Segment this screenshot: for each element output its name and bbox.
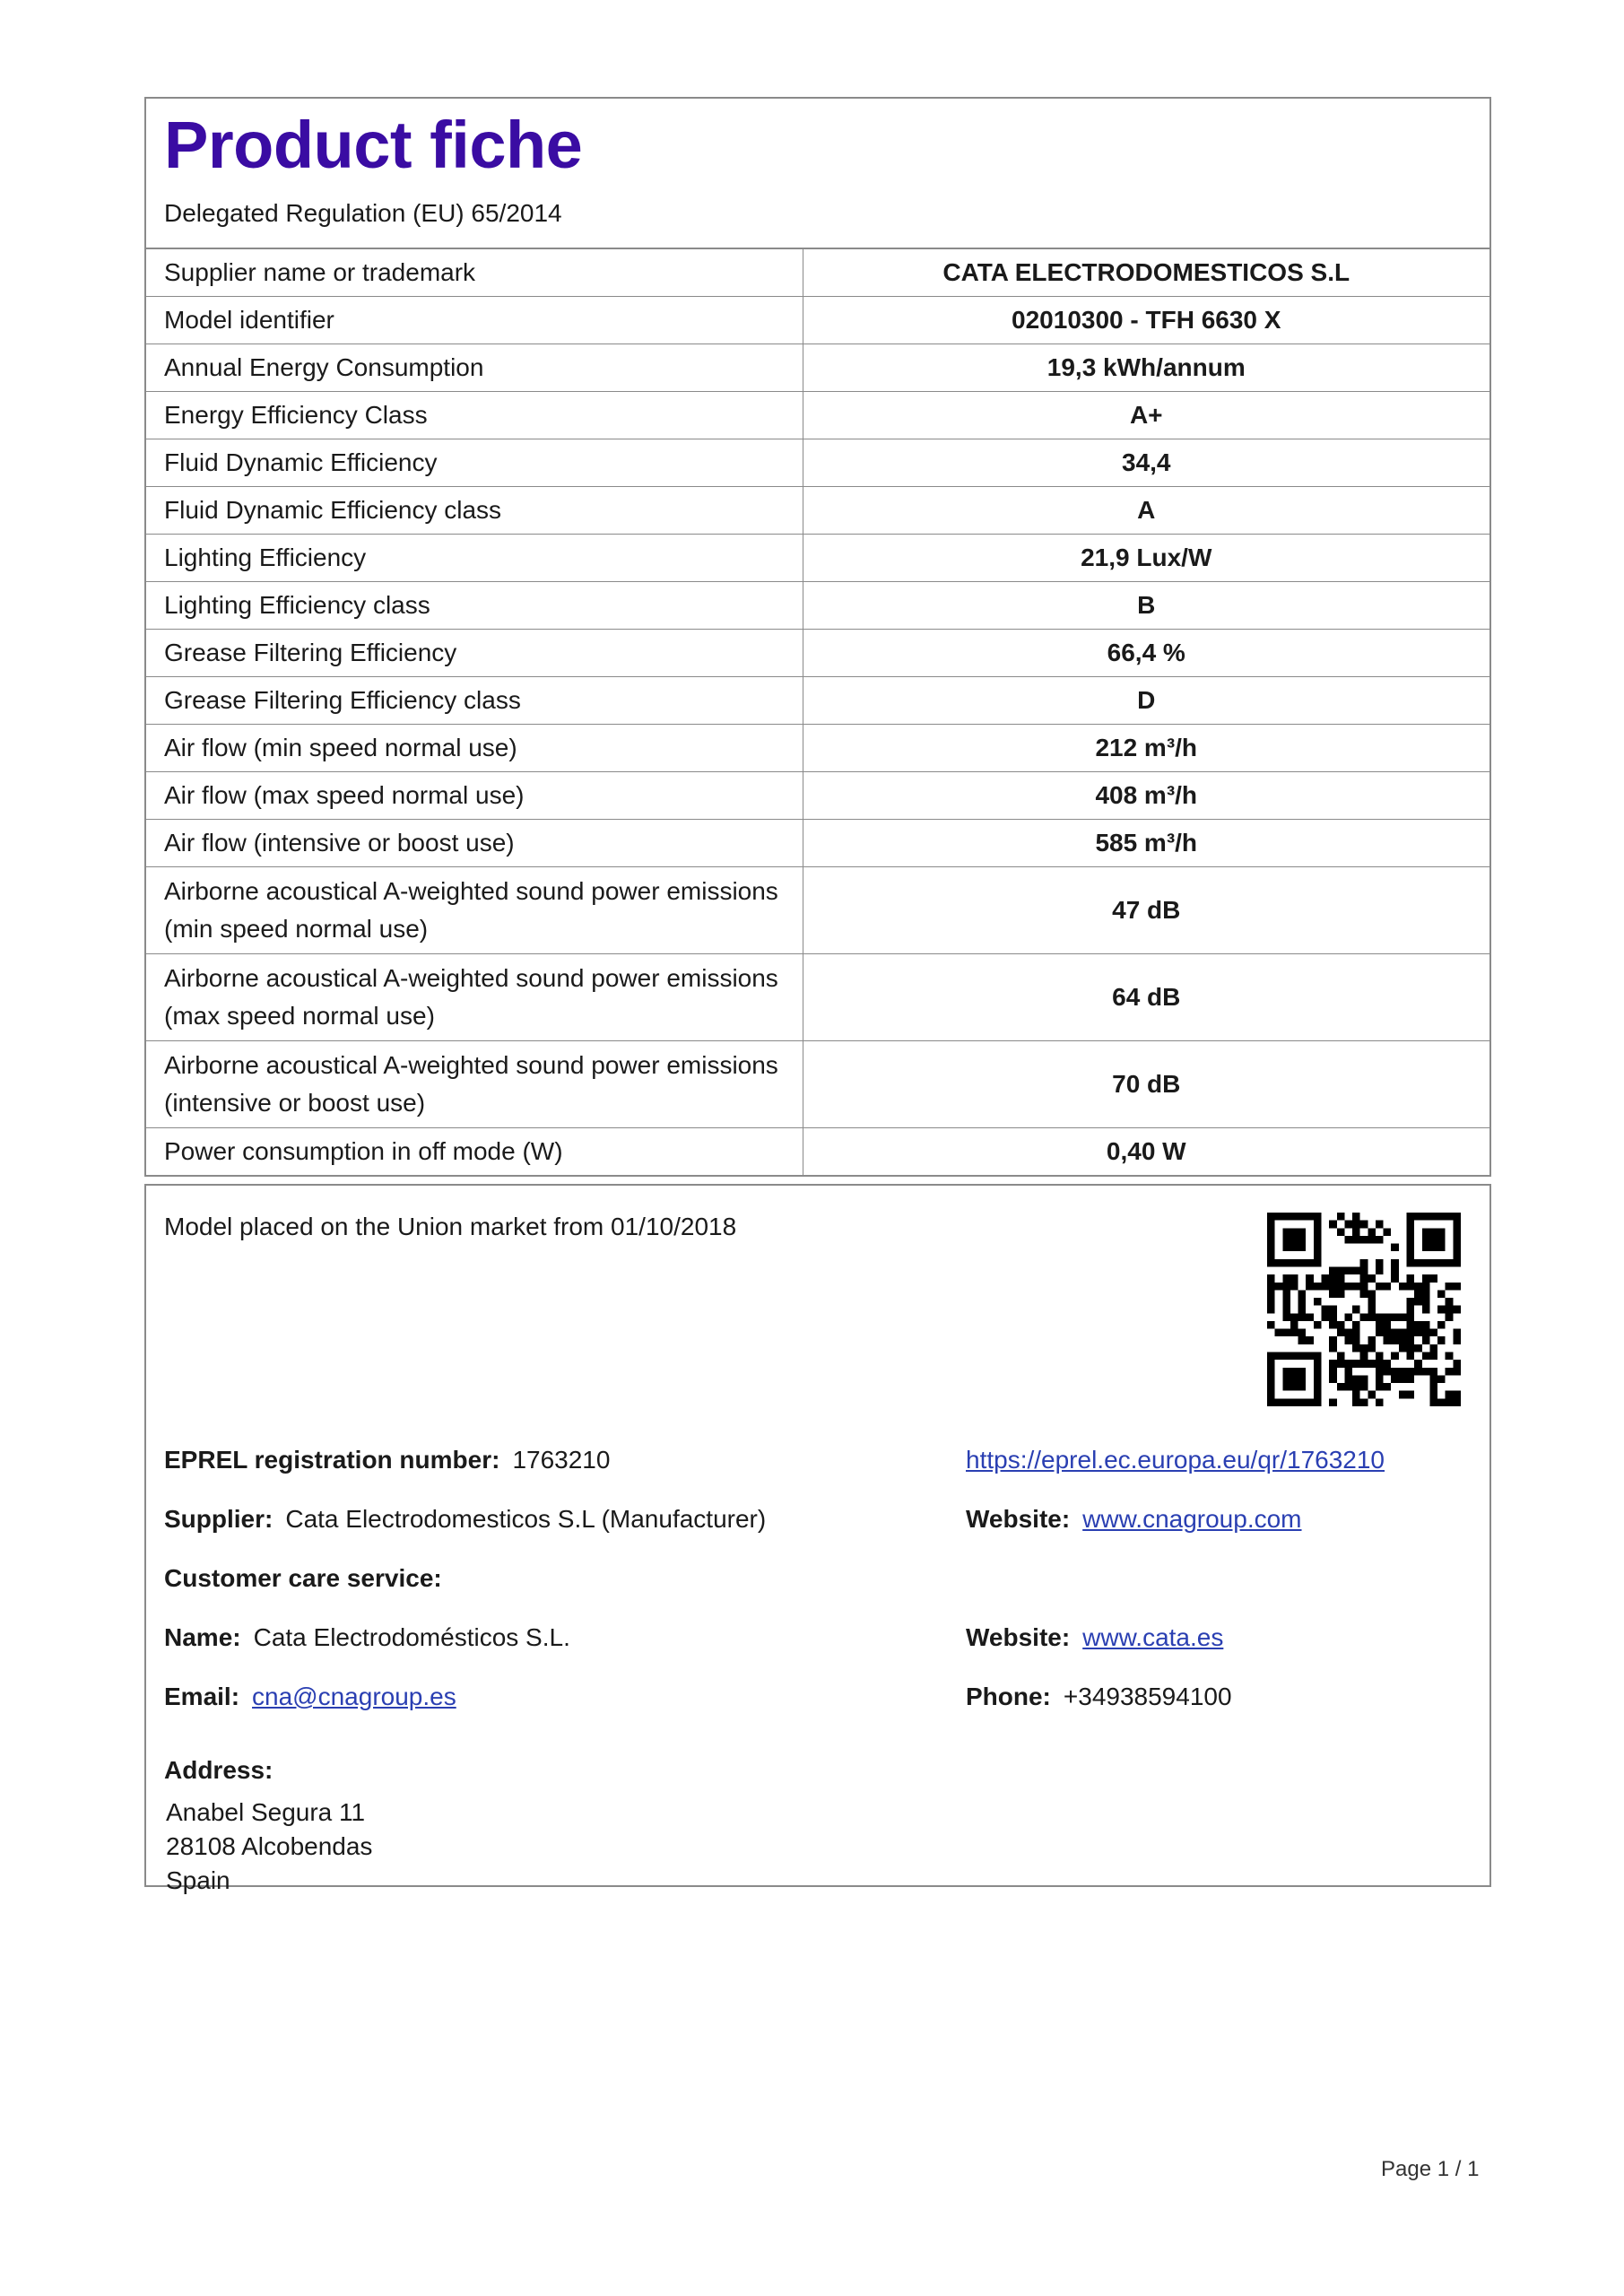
row-label-text: Power consumption in off mode (W) [164, 1137, 563, 1165]
address-label: Address: [164, 1756, 274, 1784]
table-row [146, 1041, 1489, 1128]
row-label-text: Lighting Efficiency [164, 544, 367, 571]
row-label-text: Grease Filtering Efficiency class [164, 686, 521, 714]
table-row [146, 249, 1489, 297]
row-value: CATA ELECTRODOMESTICOS S.L [942, 258, 1350, 286]
row-label-text: Lighting Efficiency class [164, 591, 430, 619]
row-label [146, 344, 803, 392]
row-label [146, 1128, 803, 1176]
table-row [146, 582, 1489, 630]
row-label-text-2: (min speed normal use) [164, 915, 429, 943]
care-phone-value: +34938594100 [1063, 1683, 1232, 1710]
row-value: 34,4 [803, 439, 1489, 487]
row-label-text: Air flow (intensive or boost use) [164, 829, 515, 857]
row-label [146, 439, 803, 487]
row-value: 21,9 Lux/W [803, 535, 1489, 582]
row-label-text-2: (intensive or boost use) [164, 1089, 426, 1117]
row-value: 70 dB [803, 1041, 1489, 1128]
address-line-street: Anabel Segura 11 [166, 1798, 366, 1826]
fiche-header [146, 99, 1489, 249]
row-label-text: Supplier name or trademark [164, 258, 476, 286]
table-row [146, 867, 1489, 954]
table-row [146, 725, 1489, 772]
care-phone-line [966, 1683, 1232, 1711]
row-label [146, 392, 803, 439]
row-value: 47 dB [803, 867, 1489, 954]
row-label-text: Air flow (min speed normal use) [164, 734, 517, 761]
row-label-text: Grease Filtering Efficiency [164, 639, 457, 666]
row-value: 19,3 kWh/annum [803, 344, 1489, 392]
table-row [146, 297, 1489, 344]
care-phone-label: Phone: [966, 1683, 1051, 1710]
registration-info-box [144, 1184, 1491, 1894]
row-label [146, 725, 803, 772]
row-label-text-2: (max speed normal use) [164, 1002, 435, 1030]
address-heading [164, 1756, 285, 1785]
qr-code-icon[interactable] [1267, 1213, 1461, 1406]
table-row [146, 630, 1489, 677]
page-number: Page 1 / 1 [1381, 2157, 1480, 2181]
care-name-line [164, 1623, 570, 1652]
supplier-label: Supplier: [164, 1505, 274, 1533]
address-block [166, 1796, 372, 1898]
row-label-text: Airborne acoustical A-weighted sound power emissions [164, 877, 778, 905]
row-value: 408 m³/h [803, 772, 1489, 820]
row-label [146, 772, 803, 820]
table-row [146, 535, 1489, 582]
table-row [146, 677, 1489, 725]
row-label [146, 249, 803, 297]
row-label-text: Fluid Dynamic Efficiency class [164, 496, 502, 524]
row-value: 0,40 W [803, 1128, 1489, 1176]
care-name-label: Name: [164, 1623, 241, 1651]
eprel-registration [164, 1446, 610, 1474]
supplier-website-link[interactable]: www.cnagroup.com [1082, 1505, 1302, 1533]
row-label [146, 820, 803, 867]
row-label [146, 297, 803, 344]
row-value: 212 m³/h [803, 725, 1489, 772]
table-row [146, 772, 1489, 820]
supplier-line [164, 1505, 766, 1534]
row-value: A [803, 487, 1489, 535]
eprel-label: EPREL registration number: [164, 1446, 500, 1474]
row-label [146, 582, 803, 630]
product-fiche-table-box [144, 97, 1491, 1177]
supplier-website-line [966, 1505, 1302, 1534]
market-date-text: Model placed on the Union market from 01/10/2018 [164, 1213, 737, 1240]
eprel-url-wrap [966, 1446, 1385, 1474]
care-email-line [164, 1683, 456, 1711]
row-label [146, 487, 803, 535]
table-row [146, 392, 1489, 439]
eprel-number: 1763210 [512, 1446, 611, 1474]
table-row [146, 344, 1489, 392]
care-name-value: Cata Electrodomésticos S.L. [253, 1623, 570, 1651]
supplier-website-label: Website: [966, 1505, 1071, 1533]
customer-care-heading [164, 1564, 455, 1593]
table-row [146, 954, 1489, 1041]
care-website-link[interactable]: www.cata.es [1082, 1623, 1224, 1651]
row-value: 66,4 % [803, 630, 1489, 677]
row-label [146, 1041, 803, 1128]
care-email-label: Email: [164, 1683, 240, 1710]
row-value: D [803, 677, 1489, 725]
row-label-text: Annual Energy Consumption [164, 353, 484, 381]
row-value: 585 m³/h [803, 820, 1489, 867]
row-label [146, 677, 803, 725]
row-label-text: Airborne acoustical A-weighted sound power emissions [164, 1051, 778, 1079]
customer-care-label: Customer care service: [164, 1564, 442, 1592]
eprel-url-link[interactable]: https://eprel.ec.europa.eu/qr/1763210 [966, 1446, 1385, 1474]
row-value: 64 dB [803, 954, 1489, 1041]
row-label [146, 954, 803, 1041]
address-line-city: 28108 Alcobendas [166, 1832, 373, 1860]
regulation-subtitle: Delegated Regulation (EU) 65/2014 [164, 199, 562, 227]
care-email-link[interactable]: cna@cnagroup.es [252, 1683, 456, 1710]
row-value: B [803, 582, 1489, 630]
row-label-text: Airborne acoustical A-weighted sound power emissions [164, 964, 778, 992]
page-title: Product fiche [164, 108, 583, 182]
table-row [146, 487, 1489, 535]
row-label [146, 867, 803, 954]
row-label-text: Air flow (max speed normal use) [164, 781, 525, 809]
table-row [146, 439, 1489, 487]
row-label-text: Fluid Dynamic Efficiency [164, 448, 438, 476]
address-line-country: Spain [166, 1866, 230, 1894]
row-label [146, 535, 803, 582]
care-website-line [966, 1623, 1223, 1652]
table-row [146, 1128, 1489, 1176]
row-label-text: Model identifier [164, 306, 334, 334]
row-label [146, 630, 803, 677]
row-label-text: Energy Efficiency Class [164, 401, 428, 429]
row-value: A+ [803, 392, 1489, 439]
fiche-table [146, 249, 1489, 1175]
supplier-value: Cata Electrodomesticos S.L (Manufacturer) [285, 1505, 767, 1533]
care-website-label: Website: [966, 1623, 1071, 1651]
table-row [146, 820, 1489, 867]
row-value: 02010300 - TFH 6630 X [803, 297, 1489, 344]
